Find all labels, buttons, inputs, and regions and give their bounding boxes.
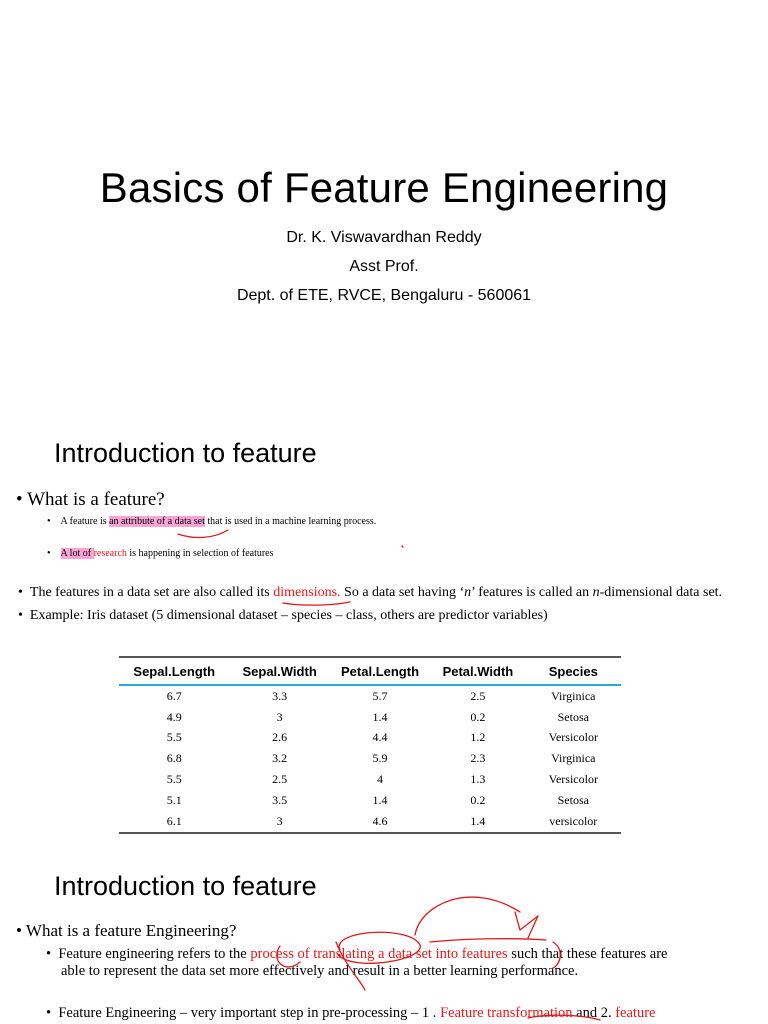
section-heading: Introduction to feature bbox=[54, 871, 317, 901]
sub-bullet-feature-engineering-definition bbox=[46, 946, 668, 980]
text-segment: Feature Engineering – very important step in pre-processing – 1 . bbox=[58, 1005, 441, 1021]
table-cell: Versicolor bbox=[548, 772, 598, 787]
table-cell: versicolor bbox=[526, 811, 621, 833]
text-segment: -dimensional data set. bbox=[599, 585, 723, 600]
table-cell: 3.2 bbox=[272, 751, 288, 766]
table-cell: 3.3 bbox=[272, 688, 288, 703]
red-phrase: process of translating a data set into features bbox=[250, 946, 508, 962]
text-line bbox=[46, 946, 668, 963]
author-position: Asst Prof. bbox=[349, 258, 419, 275]
table-cell: 5.5 bbox=[166, 772, 182, 787]
table-cell: 1.4 bbox=[372, 709, 388, 724]
table-row bbox=[119, 769, 621, 790]
bullet-marker: • bbox=[47, 516, 61, 527]
text-segment: and 2. bbox=[572, 1005, 616, 1021]
red-phrase: dimensions. bbox=[273, 585, 341, 600]
sub-bullet-preprocessing bbox=[46, 1005, 655, 1022]
table-cell: 2.5 bbox=[272, 772, 288, 787]
bullet-text: What is a feature Engineering? bbox=[25, 921, 237, 940]
text-segment: that is used in a machine learning process. bbox=[204, 516, 377, 527]
table-row bbox=[119, 811, 621, 833]
table-cell: 4.9 bbox=[166, 709, 182, 724]
text-segment: A feature is bbox=[60, 516, 110, 527]
text-segment: ’ features is called an bbox=[471, 585, 593, 600]
column-header: Sepal.Length bbox=[119, 657, 229, 685]
table-cell: Virginica bbox=[551, 751, 596, 766]
arrow-curve bbox=[415, 897, 520, 935]
table-cell: 3 bbox=[229, 811, 329, 833]
bullet-text: What is a feature? bbox=[27, 489, 165, 510]
bullet-marker: • bbox=[46, 946, 59, 962]
text-line: able to represent the data set more effectively and result in a better learning performance. bbox=[61, 963, 579, 979]
table-row bbox=[119, 685, 621, 707]
table-header-row bbox=[119, 657, 621, 685]
sub-bullet-research bbox=[47, 548, 274, 559]
text-segment: The features in a data set are also called its bbox=[29, 585, 274, 600]
bullet-marker: • bbox=[46, 1005, 59, 1021]
underline-stroke bbox=[283, 602, 350, 605]
table-cell: 0.2 bbox=[470, 709, 486, 724]
ink-dot bbox=[402, 546, 403, 547]
table-row bbox=[119, 728, 621, 749]
table-cell: 5.5 bbox=[166, 730, 182, 745]
underline-stroke bbox=[178, 530, 228, 537]
table-cell: 5.7 bbox=[372, 688, 388, 703]
table-cell: 2.6 bbox=[272, 730, 288, 745]
table-cell: 3 bbox=[276, 709, 283, 724]
highlighted-phrase: an attribute of a data set bbox=[109, 516, 205, 527]
table-cell: 5.1 bbox=[166, 792, 182, 807]
italic-n: n bbox=[592, 585, 600, 600]
bullet-marker: • bbox=[16, 489, 28, 510]
underline-stroke bbox=[430, 939, 546, 942]
table-cell: Virginica bbox=[551, 688, 596, 703]
table-row bbox=[119, 748, 621, 769]
column-header: Petal.Width bbox=[430, 657, 525, 685]
table-cell: 2.3 bbox=[470, 751, 486, 766]
column-header: Species bbox=[526, 657, 621, 685]
slide-title: Basics of Feature Engineering bbox=[99, 164, 669, 211]
sub-bullet-feature-definition bbox=[47, 516, 376, 527]
table-cell: 6.7 bbox=[166, 688, 182, 703]
table-cell: 1.4 bbox=[372, 792, 388, 807]
bullet-marker: • bbox=[16, 921, 26, 940]
bullet-marker: • bbox=[18, 608, 30, 623]
iris-table bbox=[119, 656, 621, 834]
text-segment: Feature engineering refers to the bbox=[58, 946, 251, 962]
section-heading: Introduction to feature bbox=[54, 438, 317, 468]
text-segment: is happening in selection of features bbox=[126, 548, 274, 559]
red-phrase: research bbox=[93, 548, 127, 559]
table-cell: Setosa bbox=[557, 792, 589, 807]
bullet-what-is-feature-engineering bbox=[16, 921, 236, 941]
author-name: Dr. K. Viswavardhan Reddy bbox=[286, 229, 482, 246]
table-cell: Versicolor bbox=[548, 730, 598, 745]
table-cell: 5.9 bbox=[372, 751, 388, 766]
table-cell: 1.4 bbox=[430, 811, 525, 833]
text-segment: So a data set having ‘ bbox=[340, 585, 465, 600]
table-cell: 1.3 bbox=[470, 772, 486, 787]
red-phrase: Feature transformation bbox=[440, 1005, 573, 1021]
table-cell: 0.2 bbox=[470, 792, 486, 807]
bullet-marker: • bbox=[18, 585, 30, 600]
italic-n: n bbox=[464, 585, 472, 600]
table-row bbox=[119, 707, 621, 728]
arrowhead bbox=[515, 912, 538, 938]
table-cell: 2.5 bbox=[470, 688, 486, 703]
table-cell: Setosa bbox=[557, 709, 589, 724]
highlighted-phrase: A lot of bbox=[60, 548, 94, 559]
table-cell: 4.4 bbox=[372, 730, 388, 745]
table-cell: 3.5 bbox=[272, 792, 288, 807]
bullet-what-is-feature bbox=[16, 489, 165, 511]
text-segment: such that these features are bbox=[507, 946, 668, 962]
author-department: Dept. of ETE, RVCE, Bengaluru - 560061 bbox=[236, 287, 532, 304]
bullet-iris-example bbox=[18, 608, 548, 624]
table-cell: 4 bbox=[377, 772, 384, 787]
bullet-marker: • bbox=[47, 548, 61, 559]
table-cell: 1.2 bbox=[470, 730, 486, 745]
table-cell: 4.6 bbox=[330, 811, 430, 833]
table-cell: 6.1 bbox=[119, 811, 229, 833]
column-header: Sepal.Width bbox=[229, 657, 329, 685]
table-cell: 6.8 bbox=[166, 751, 182, 766]
table-row bbox=[119, 790, 621, 811]
red-phrase: feature bbox=[615, 1005, 656, 1021]
column-header: Petal.Length bbox=[330, 657, 430, 685]
bullet-text: Example: Iris dataset (5 dimensional dataset – species – class, others are predictor variables) bbox=[29, 608, 548, 623]
bullet-dimensions bbox=[18, 585, 722, 601]
